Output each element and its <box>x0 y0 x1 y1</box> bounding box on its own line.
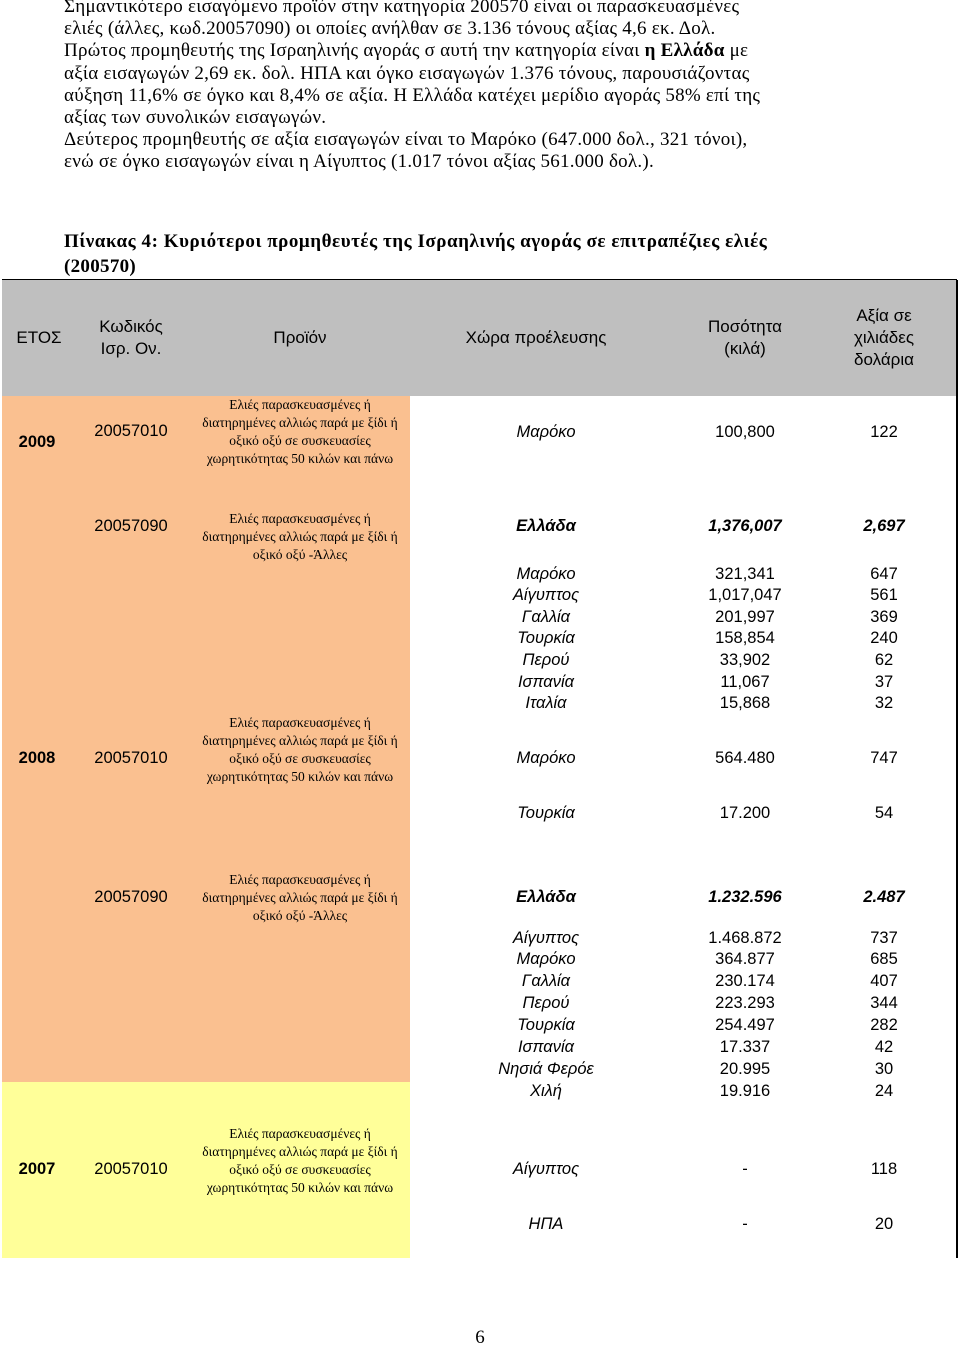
header-code: Κωδικός Ισρ. Ον. <box>99 317 163 358</box>
table-row <box>410 929 955 950</box>
value-cell: 2,697 <box>863 517 905 535</box>
value-cell: 240 <box>870 629 898 647</box>
code-cell: 20057090 <box>94 888 168 906</box>
country-cell: Περού <box>522 994 570 1012</box>
quantity-cell: 254.497 <box>715 1016 775 1034</box>
table-right-edge <box>956 280 958 1258</box>
table-row <box>410 1038 955 1059</box>
product-description: Ελιές παρασκευασμένες ή διατηρημένες αλλιώς παρά με ξίδι ή οξικό οξύ σε συσκευασίες χωρητικότητας 50 κιλών και πάνω <box>202 397 398 466</box>
intro-line: ενώ σε όγκο εισαγωγών είναι η Αίγυπτος (1.017 τόνοι αξίας 561.000 δολ.). <box>64 151 654 173</box>
value-cell: 369 <box>870 608 898 626</box>
quantity-cell: 158,854 <box>715 629 775 647</box>
value-cell: 62 <box>874 651 894 669</box>
table-row <box>410 994 955 1015</box>
intro-line: αξία εισαγωγών 2,69 εκ. δολ. ΗΠΑ και όγκο εισαγωγών 1.376 τόνους, παρουσιάζοντας <box>64 62 750 84</box>
quantity-cell: 1.468.872 <box>708 929 782 947</box>
value-cell: 561 <box>870 586 898 604</box>
quantity-cell: 223.293 <box>715 994 775 1012</box>
country-cell: Μαρόκο <box>516 423 576 441</box>
country-cell: Ελλάδα <box>516 888 576 906</box>
header-quantity: Ποσότητα (κιλά) <box>708 317 782 358</box>
country-cell: Περού <box>522 651 570 669</box>
code-cell: 20057010 <box>94 422 168 440</box>
code-cell: 20057010 <box>94 1160 168 1178</box>
quantity-cell: - <box>742 1160 748 1178</box>
country-cell: Μαρόκο <box>516 565 576 583</box>
year-cell-2009: 2009 <box>18 433 56 451</box>
quantity-cell: 1,376,007 <box>708 517 782 535</box>
code-cell: 20057010 <box>94 749 168 767</box>
value-cell: 344 <box>870 994 898 1012</box>
country-cell: Αίγυπτος <box>512 586 580 604</box>
table-row <box>410 804 955 825</box>
table-row <box>410 972 955 993</box>
country-cell: Τουρκία <box>517 1016 575 1034</box>
quantity-cell: 20.995 <box>719 1060 771 1078</box>
quantity-cell: 321,341 <box>715 565 775 583</box>
table-caption: Πίνακας 4: Κυριότεροι προμηθευτές της Ισραηλινής αγοράς σε επιτραπέζιες ελιές (200570) <box>64 231 768 277</box>
quantity-cell: 564.480 <box>715 749 775 767</box>
table-row <box>410 1016 955 1037</box>
value-cell: 37 <box>874 673 894 691</box>
value-cell: 647 <box>870 565 898 583</box>
table-row <box>410 517 955 538</box>
value-cell: 2.487 <box>863 888 905 906</box>
page-number: 6 <box>475 1327 485 1348</box>
value-cell: 118 <box>870 1160 898 1178</box>
product-description: Ελιές παρασκευασμένες ή διατηρημένες αλλιώς παρά με ξίδι ή οξικό οξύ σε συσκευασίες χωρητικότητας 50 κιλών και πάνω <box>202 1126 398 1195</box>
table-row <box>410 565 955 586</box>
table-row <box>410 423 955 444</box>
intro-line: Πρώτος προμηθευτής της Ισραηλινής αγοράς σ αυτή την κατηγορία είναι η Ελλάδα με <box>64 40 749 62</box>
quantity-cell: 230.174 <box>715 972 775 990</box>
value-cell: 30 <box>874 1060 894 1078</box>
header-country: Χώρα προέλευσης <box>465 328 607 347</box>
header-product: Προϊόν <box>273 328 327 347</box>
quantity-cell: - <box>742 1215 748 1233</box>
country-cell: Τουρκία <box>517 804 575 822</box>
value-cell: 42 <box>874 1038 894 1056</box>
country-cell: Ιταλία <box>525 694 567 712</box>
quantity-cell: 364.877 <box>715 950 775 968</box>
quantity-cell: 1,017,047 <box>708 586 782 604</box>
table-row <box>410 888 955 909</box>
product-description: Ελιές παρασκευασμένες ή διατηρημένες αλλιώς παρά με ξίδι ή οξικό οξύ -Άλλες <box>202 872 398 923</box>
table-row <box>410 608 955 629</box>
table-row <box>410 950 955 971</box>
table-row <box>410 1160 955 1181</box>
value-cell: 685 <box>870 950 898 968</box>
quantity-cell: 17.337 <box>719 1038 771 1056</box>
country-cell: Γαλλία <box>521 972 571 990</box>
header-value: Αξία σε χιλιάδες δολάρια <box>853 306 915 369</box>
quantity-cell: 15,868 <box>719 694 771 712</box>
country-cell: Αίγυπτος <box>512 1160 580 1178</box>
value-cell: 747 <box>870 749 898 767</box>
table-row <box>410 1082 955 1103</box>
country-cell: Ισπανία <box>517 673 575 691</box>
header-year: ΕΤΟΣ <box>16 328 62 347</box>
code-cell: 20057090 <box>94 517 168 535</box>
quantity-cell: 201,997 <box>715 608 775 626</box>
value-cell: 282 <box>870 1016 898 1034</box>
table-row <box>410 694 955 715</box>
value-cell: 20 <box>874 1215 894 1233</box>
intro-line: αξίας των συνολικών εισαγωγών. <box>64 107 327 129</box>
table-row <box>410 651 955 672</box>
value-cell: 32 <box>874 694 894 712</box>
table-row <box>410 673 955 694</box>
country-cell: Χιλή <box>530 1082 562 1100</box>
quantity-cell: 11,067 <box>720 673 770 691</box>
intro-line: ελιές (άλλες, κωδ.20057090) οι οποίες ανήλθαν σε 3.136 τόνους αξίας 4,6 εκ. Δολ. <box>64 18 716 40</box>
country-cell: Ελλάδα <box>516 517 576 535</box>
country-cell: Ισπανία <box>517 1038 575 1056</box>
year-cell-2008: 2008 <box>18 749 56 767</box>
value-cell: 122 <box>870 423 898 441</box>
country-cell: Μαρόκο <box>516 749 576 767</box>
quantity-cell: 100,800 <box>715 423 775 441</box>
value-cell: 54 <box>874 804 894 822</box>
country-cell: Τουρκία <box>517 629 575 647</box>
table-row <box>410 749 955 770</box>
country-cell: Μαρόκο <box>516 950 576 968</box>
country-cell: Γαλλία <box>521 608 571 626</box>
quantity-cell: 33,902 <box>719 651 771 669</box>
intro-line: Δεύτερος προμηθευτής σε αξία εισαγωγών είναι το Μαρόκο (647.000 δολ., 321 τόνοι), <box>64 129 748 151</box>
product-description: Ελιές παρασκευασμένες ή διατηρημένες αλλιώς παρά με ξίδι ή οξικό οξύ -Άλλες <box>202 511 398 562</box>
table-row <box>410 1215 955 1236</box>
product-description: Ελιές παρασκευασμένες ή διατηρημένες αλλιώς παρά με ξίδι ή οξικό οξύ σε συσκευασίες χωρητικότητας 50 κιλών και πάνω <box>202 715 398 784</box>
intro-line: Σημαντικότερο εισαγόμενο προϊόν στην κατηγορία 200570 είναι οι παρασκευασμένες <box>64 0 740 17</box>
country-cell: Νησιά Φερόε <box>498 1060 594 1078</box>
country-cell: ΗΠΑ <box>528 1215 564 1233</box>
intro-paragraph <box>64 0 904 174</box>
greece-highlight: η Ελλάδα <box>644 40 725 62</box>
table-row <box>410 629 955 650</box>
intro-line: αύξηση 11,6% σε όγκο και 8,4% σε αξία. Η Ελλάδα κατέχει μερίδιο αγοράς 58% επί της <box>64 84 761 106</box>
value-cell: 737 <box>870 929 898 947</box>
value-cell: 407 <box>870 972 898 990</box>
year-cell-2007: 2007 <box>18 1160 56 1178</box>
table-row <box>410 1060 955 1081</box>
country-cell: Αίγυπτος <box>512 929 580 947</box>
table-row <box>410 586 955 607</box>
value-cell: 24 <box>874 1082 894 1100</box>
quantity-cell: 19.916 <box>719 1082 771 1100</box>
quantity-cell: 17.200 <box>719 804 771 822</box>
quantity-cell: 1.232.596 <box>708 888 782 906</box>
